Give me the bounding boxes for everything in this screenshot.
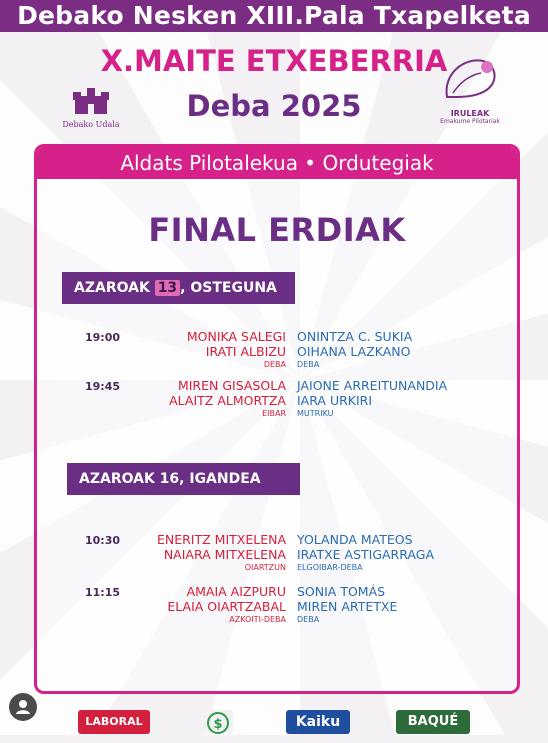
right-team: [297, 532, 434, 573]
player-name: ALAITZ ALMORTZA: [169, 393, 286, 408]
sponsor-laboral[interactable]: LABORAL: [78, 710, 150, 734]
deba-town-logo: [55, 86, 127, 129]
player-name: MIREN GISASOLA: [177, 378, 286, 393]
day-1-number: 13: [155, 280, 180, 296]
sponsor-kaiku[interactable]: Kaiku: [286, 710, 350, 734]
left-team: [157, 532, 286, 573]
player-name: YOLANDA MATEOS: [297, 532, 413, 547]
castle-icon: [71, 86, 111, 116]
club-name: MUTRIKU: [297, 409, 334, 418]
player-name: MONIKA SALEGI: [186, 329, 286, 344]
iruleak-caption: IRULEAK: [450, 109, 490, 118]
player-name: NAIARA MITXELENA: [163, 547, 286, 562]
top-banner: Debako Nesken XIII.Pala Txapelketa: [0, 0, 548, 32]
left-team: [167, 584, 286, 625]
card-header: Aldats Pilotalekua • Ordutegiak: [37, 147, 517, 179]
player-name: ELAIA OIARTZABAL: [167, 599, 286, 614]
player-name: IRATI ALBIZU: [205, 344, 286, 359]
left-team: [169, 378, 286, 419]
player-name: ENERITZ MITXELENA: [156, 532, 286, 547]
club-name: OIARTZUN: [244, 563, 286, 572]
person-glyph: [9, 693, 37, 721]
player-name: ONINTZA C. SUKIA: [297, 329, 413, 344]
club-name: EIBAR: [262, 409, 286, 418]
day-1-label-pre: AZAROAK: [74, 280, 155, 296]
schedule-card: [34, 144, 520, 694]
right-team: [297, 584, 397, 625]
player-name: MIREN ARTETXE: [297, 599, 398, 614]
player-name: JAIONE ARREITUNANDIA: [297, 378, 448, 393]
match-time: 11:15: [85, 586, 121, 599]
section-title: FINAL ERDIAK: [148, 211, 406, 249]
player-name: IRATXE ASTIGARRAGA: [297, 547, 434, 562]
iruleak-subcaption: Emakume Pilotariak: [440, 118, 500, 125]
club-name: DEBA: [263, 360, 286, 369]
right-team: [297, 378, 447, 419]
deba-town-caption: Debako Udala: [62, 120, 120, 129]
player-name: OIHANA LAZKANO: [297, 344, 411, 359]
sponsor-dollar-logo[interactable]: [203, 710, 233, 734]
club-name: DEBA: [297, 615, 320, 624]
place-year: Deba 2025: [186, 89, 362, 123]
day-1-label-post: , OSTEGUNA: [180, 280, 277, 296]
right-team: [297, 329, 412, 370]
player-name: AMAIA AIZPURU: [186, 584, 286, 599]
day-bar-1: [62, 272, 295, 304]
person-icon[interactable]: [9, 693, 37, 721]
match-time: 19:45: [85, 380, 121, 393]
day-bar-2: AZAROAK 16, IGANDEA: [67, 463, 300, 495]
club-name: ELGOIBAR-DEBA: [297, 563, 363, 572]
iruleak-logo: [425, 53, 515, 125]
tournament-subtitle: X.MAITE ETXEBERRIA: [100, 44, 448, 78]
dollar-icon: [203, 710, 233, 734]
club-name: DEBA: [297, 360, 320, 369]
player-name: IARA URKIRI: [297, 393, 373, 408]
match-time: 19:00: [85, 331, 121, 344]
player-name: SONIA TOMÁS: [297, 584, 386, 599]
match-time: 10:30: [85, 534, 121, 547]
left-team: [187, 329, 286, 370]
pelota-icon: [435, 53, 505, 109]
club-name: AZKOITI-DEBA: [229, 615, 286, 624]
svg-text:$: $: [213, 717, 223, 732]
sponsor-baque[interactable]: BAQUÉ: [396, 710, 470, 734]
